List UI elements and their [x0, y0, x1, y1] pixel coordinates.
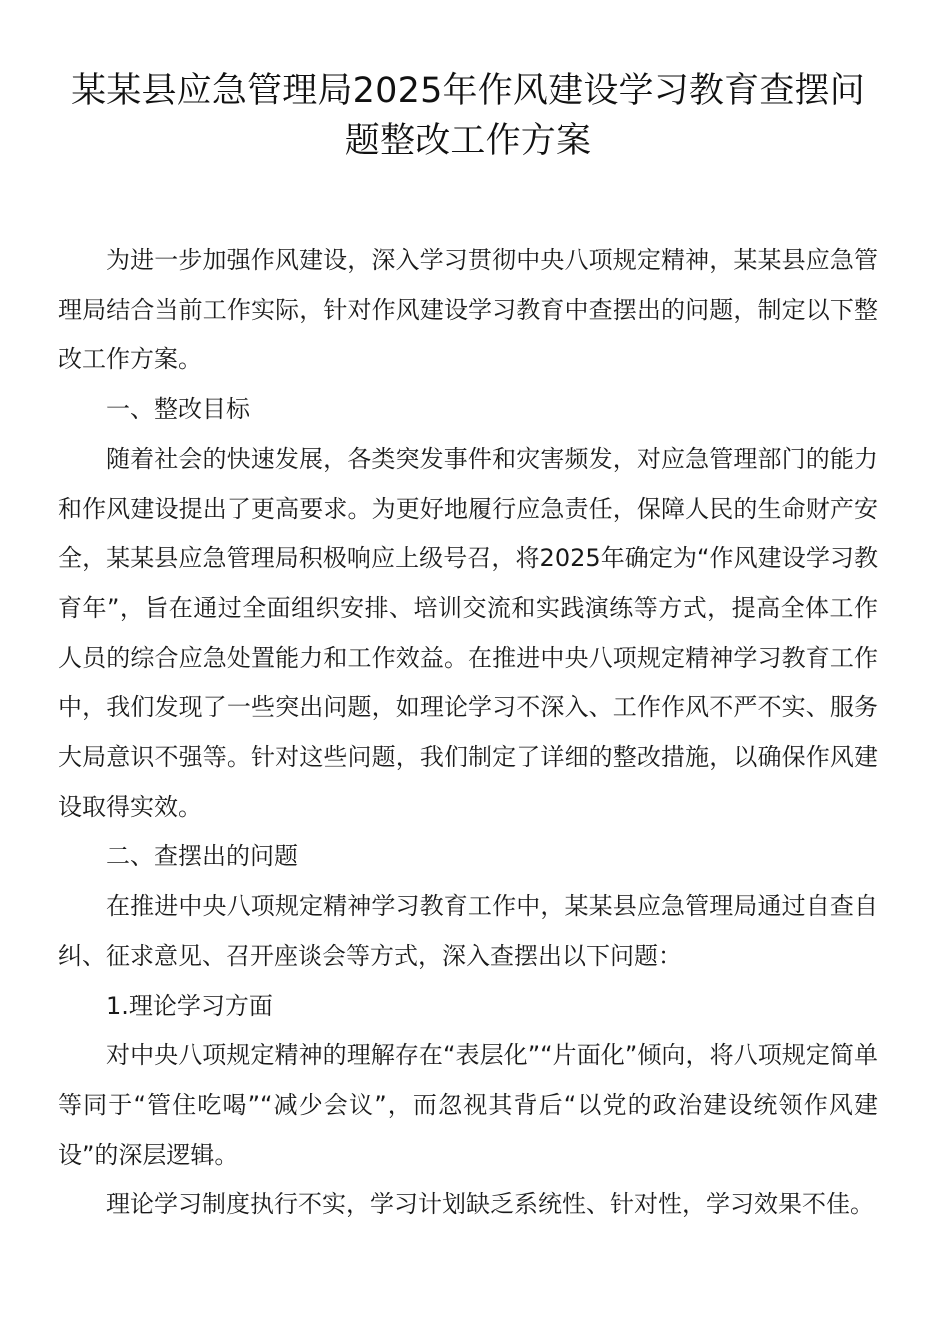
document-page	[58, 66, 878, 1230]
title-spacer	[58, 166, 878, 236]
theory-paragraph-1: 对中央八项规定精神的理解存在“表层化”“片面化”倾向，将八项规定简单等同于“管住吃喝”“减少会议”，而忽视其背后“以党的政治建设统领作风建设”的深层逻辑。	[58, 1041, 878, 1169]
intro-paragraph: 为进一步加强作风建设，深入学习贯彻中央八项规定精神，某某县应急管理局结合当前工作实际，针对作风建设学习教育中查摆出的问题，制定以下整改工作方案。	[58, 246, 878, 374]
document-body	[58, 236, 878, 1230]
theory-paragraph-2: 理论学习制度执行不实，学习计划缺乏系统性、针对性，学习效果不佳。	[106, 1190, 874, 1219]
subheading-theory-study: 1.理论学习方面	[106, 991, 273, 1020]
title-line-1: 某某县应急管理局2025年作风建设学习教育查摆问	[71, 71, 865, 111]
title-line-2: 题整改工作方案	[344, 121, 592, 161]
goals-paragraph: 随着社会的快速发展，各类突发事件和灾害频发，对应急管理部门的能力和作风建设提出了更高要求。为更好地履行应急责任，保障人民的生命财产安全，某某县应急管理局积极响应上级号召，将2025年确定为“作风建设学习教育年”，旨在通过全面组织安排、培训交流和实践演练等方式，提高全体工作人员的综合应急处置能力和工作效益。在推进中央八项规定精神学习教育工作中，我们发现了一些突出问题，如理论学习不深入、工作作风不严不实、服务大局意识不强等。针对这些问题，我们制定了详细的整改措施，以确保作风建设取得实效。	[58, 444, 878, 821]
problems-intro-paragraph: 在推进中央八项规定精神学习教育工作中，某某县应急管理局通过自查自纠、征求意见、召开座谈会等方式，深入查摆出以下问题：	[58, 892, 878, 970]
section-heading-problems: 二、查摆出的问题	[106, 842, 298, 871]
document-title	[58, 66, 878, 166]
section-heading-goals: 一、整改目标	[106, 395, 250, 424]
